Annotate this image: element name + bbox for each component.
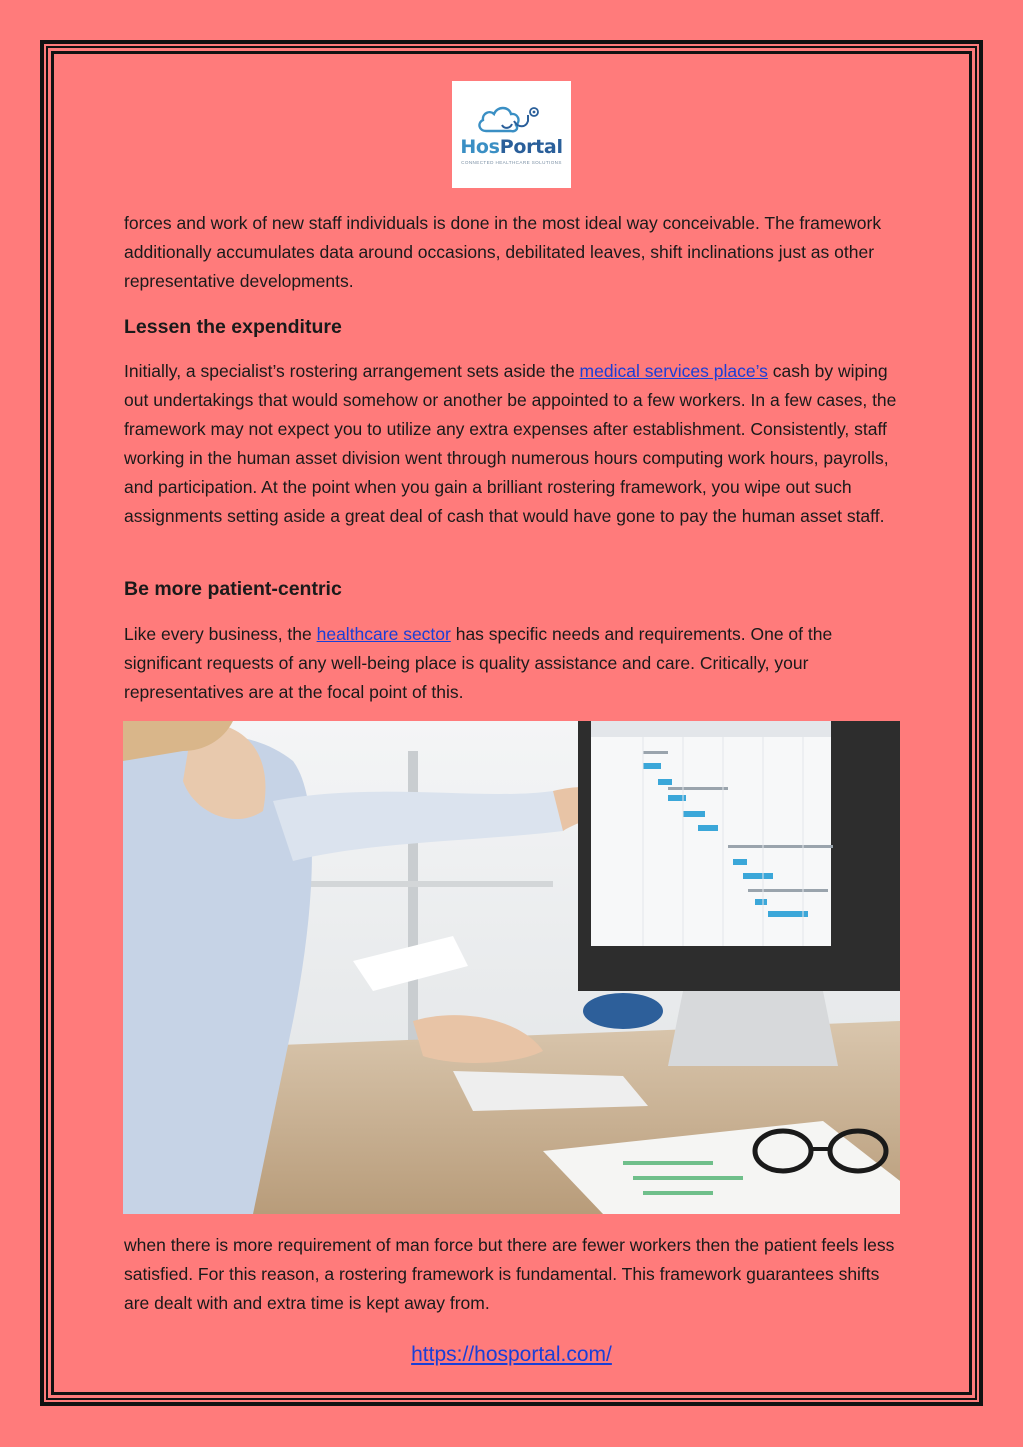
logo-tagline: CONNECTED HEALTHCARE SOLUTIONS: [461, 160, 562, 165]
paragraph-expenditure: Initially, a specialist’s rostering arrangement sets aside the medical services place’s cash by wiping out undertakings that would somehow or another be appointed to a few workers. In a few cases, the framework may not expect you to utilize any extra expenses after establishment. Consistently, staff working in the human asset division went through numerous hours computing work hours, payrolls, and participation. At the point when you gain a brilliant rostering framework, you wipe out such assignments setting aside a great deal of cash that would have gone to pay the human asset staff.: [124, 361, 897, 526]
heading-lessen-expenditure: Lessen the expenditure: [124, 316, 342, 338]
hosportal-website-link[interactable]: https://hosportal.com/: [411, 1343, 612, 1366]
hosportal-logo: [452, 81, 571, 188]
cloud-stethoscope-icon: [452, 81, 571, 188]
paragraph-closing: when there is more requirement of man force but there are fewer workers then the patient feels less satisfied. For this reason, a rostering framework is fundamental. This framework guarantees shifts are dealt with and extra time is kept away from.: [124, 1235, 895, 1313]
office-gantt-chart-photo: [123, 721, 900, 1214]
paragraph-intro: forces and work of new staff individuals is done in the most ideal way conceivable. The framework additionally accumulates data around occasions, debilitated leaves, shift inclinations just as other representative developments.: [124, 213, 882, 291]
heading-patient-centric: Be more patient-centric: [124, 578, 342, 600]
healthcare-sector-link[interactable]: healthcare sector: [316, 624, 451, 644]
paragraph-patient-centric: Like every business, the healthcare sector has specific needs and requirements. One of the significant requests of any well-being place is quality assistance and care. Critically, your representatives are at the focal point of this.: [124, 624, 833, 702]
logo-wordmark: HosPortal: [460, 136, 563, 158]
medical-services-link[interactable]: medical services place’s: [579, 361, 768, 381]
